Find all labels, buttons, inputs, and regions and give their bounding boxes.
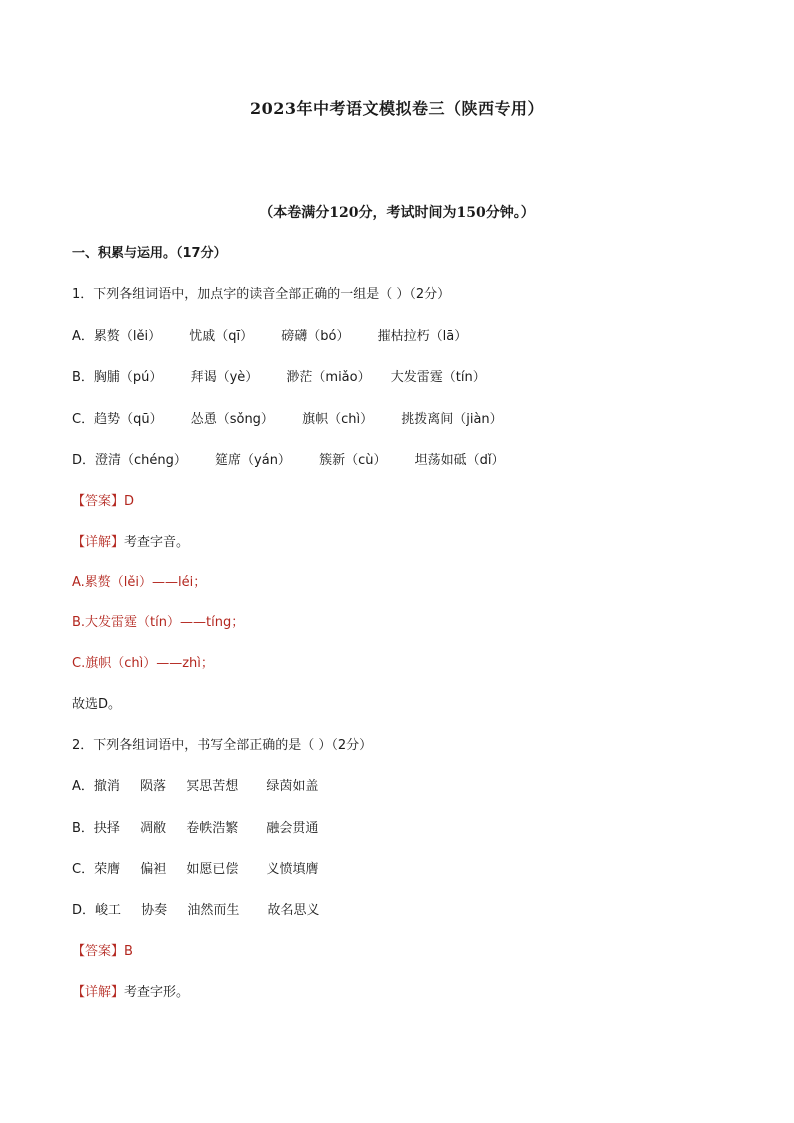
section-heading: 一、积累与运用。（17分）: [72, 246, 227, 261]
option-item: D．澄清（chéng）: [72, 453, 187, 468]
option-item: A．累赘（lěi）: [72, 329, 162, 344]
option-item: 拜谒（yè）: [190, 370, 259, 385]
q2-answer: [72, 943, 133, 961]
q1-option-a: [72, 328, 467, 346]
question-2-stem: 2．下列各组词语中，书写全部正确的是（ ）（2分）: [72, 738, 373, 753]
option-item: 绿茵如盖: [266, 779, 319, 794]
option-item: A．撤消: [72, 779, 120, 794]
answer-tag: 【答案】: [72, 944, 125, 959]
question-1-stem: 1．下列各组词语中，加点字的读音全部正确的一组是（ ）（2分）: [72, 287, 451, 302]
option-item: 摧枯拉朽（lā）: [377, 329, 468, 344]
q2-option-a: [72, 778, 318, 796]
option-item: 磅礴（bó）: [281, 329, 350, 344]
option-item: 协奏: [141, 903, 168, 918]
q1-note-a: A.累赘（lěi）——léi；: [72, 575, 207, 590]
q1-note-c: C.旗帜（chì）——zhì；: [72, 656, 214, 671]
option-item: 义愤填膺: [266, 862, 319, 877]
option-item: 偏袒: [140, 862, 167, 877]
option-item: 冥思苦想: [186, 779, 239, 794]
option-item: 筵席（yán）: [215, 453, 291, 468]
answer-value: D: [124, 494, 135, 509]
exam-info: （本卷满分120分，考试时间为150分钟。）: [259, 205, 535, 221]
q2-detail: [72, 984, 189, 1002]
detail-text: 考查字形。: [124, 985, 190, 1000]
option-item: 油然而生: [187, 903, 240, 918]
option-item: 渺茫（miǎo）: [286, 370, 371, 385]
q1-option-c: [72, 411, 503, 429]
q1-conclusion: 故选D。: [72, 697, 122, 712]
q1-answer: [72, 493, 134, 511]
option-item: C．趋势（qū）: [72, 412, 163, 427]
option-item: C．荣膺: [72, 862, 121, 877]
detail-tag: 【详解】: [72, 535, 125, 550]
option-item: 如愿已偿: [186, 862, 239, 877]
q2-option-c: [72, 861, 319, 879]
option-item: 故名思义: [267, 903, 320, 918]
option-item: 坦荡如砥（dǐ）: [414, 453, 505, 468]
q2-option-b: [72, 820, 318, 838]
q1-detail: [72, 534, 189, 552]
answer-value: B: [124, 944, 133, 959]
option-item: 旗帜（chì）: [302, 412, 374, 427]
detail-text: 考查字音。: [124, 535, 190, 550]
option-item: 怂恿（sǒng）: [190, 412, 274, 427]
page-title: 2023年中考语文模拟卷三（陕西专用）: [249, 99, 545, 118]
option-item: 簇新（cù）: [319, 453, 387, 468]
option-item: 融会贯通: [266, 821, 319, 836]
q1-option-b: [72, 369, 486, 387]
q2-option-d: [72, 902, 319, 920]
answer-tag: 【答案】: [72, 494, 125, 509]
option-item: 陨落: [140, 779, 167, 794]
option-item: 大发雷霆（tín）: [390, 370, 486, 385]
option-item: 忧戚（qī）: [189, 329, 254, 344]
option-item: B．抉择: [72, 821, 120, 836]
q1-option-d: [72, 452, 504, 470]
option-item: 凋敝: [140, 821, 167, 836]
detail-tag: 【详解】: [72, 985, 125, 1000]
option-item: D．峻工: [72, 903, 122, 918]
q1-note-b: B.大发雷霆（tín）——tíng；: [72, 615, 245, 630]
option-item: 挑拨离间（jiàn）: [401, 412, 503, 427]
option-item: 卷帙浩繁: [186, 821, 239, 836]
option-item: B．胸脯（pú）: [72, 370, 163, 385]
